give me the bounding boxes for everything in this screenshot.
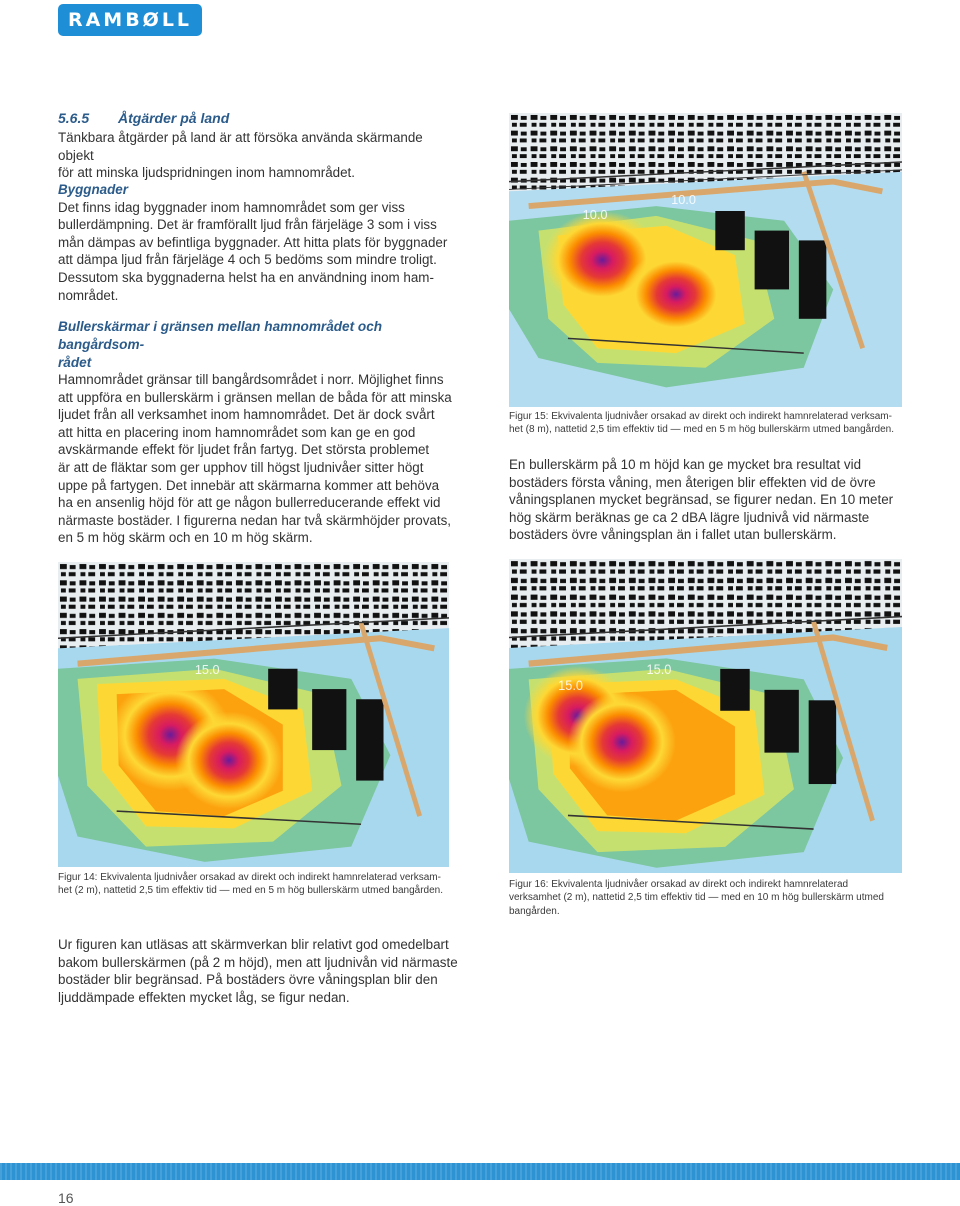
- text-line: bostäder blir begränsad. På bostäders övre våningsplan blir den: [58, 972, 438, 988]
- figure-16-caption: [509, 878, 909, 918]
- text-line: Dessutom ska byggnaderna helst ha en användning inom ham-: [58, 269, 434, 285]
- footer-bar: [0, 1163, 960, 1180]
- text-line: att hitta en placering inom hamnområdet som kan ge en god: [58, 424, 416, 440]
- contour-label: 10.0: [671, 192, 696, 208]
- section-title: [58, 110, 458, 126]
- ramboll-logo: RAMBØLL: [58, 4, 202, 36]
- section-number: 5.6.5: [58, 110, 90, 126]
- text-line: ha en ansenlig höjd för att ge någon bullerreducerande effekt vid: [58, 495, 441, 511]
- text-line: bostäders övre våningsplan än i fallet utan bullerskärm.: [509, 527, 837, 543]
- text-line: nområdet.: [58, 287, 119, 303]
- barriers-heading: [58, 318, 450, 372]
- contour-label: 15.0: [558, 677, 583, 693]
- text-line: en 5 m hög skärm och en 10 m hög skärm.: [58, 530, 313, 546]
- noise-map-graphic: [58, 562, 449, 867]
- text-line: att uppföra en bullerskärm i gränsen mellan de båda för att minska: [58, 389, 452, 405]
- text-line: är att de fläktar som ger upphov till högst ljudnivåer sitter högt: [58, 459, 424, 475]
- text-line: att dämpa ljud från färjeläge 4 och 5 bedöms som mindre troligt.: [58, 252, 437, 268]
- intro-paragraph: [58, 129, 458, 182]
- text-line: uppe på fartygen. Det innebär att skärmarna kommer att behöva: [58, 477, 440, 493]
- right-paragraph: [509, 456, 909, 544]
- text-line: En bullerskärm på 10 m höjd kan ge mycket bra resultat vid: [509, 457, 862, 472]
- contour-label: 15.0: [194, 661, 220, 677]
- text-line: Ur figuren kan utläsas att skärmverkan blir relativt god omedelbart: [58, 937, 449, 952]
- conclusion-paragraph: [58, 936, 468, 1006]
- text-line: mån dämpas av befintliga byggnader. Att hitta plats för byggnader: [58, 234, 448, 250]
- text-line: våningsplanen mycket begränsad, se figurer nedan. En 10 meter: [509, 492, 894, 508]
- text-line: ljudet från all verksamhet inom hamnområdet. Det är dock svårt: [58, 407, 435, 423]
- text-line: Tänkbara åtgärder på land är att försöka använda skärmande objekt: [58, 130, 423, 163]
- barriers-paragraph: [58, 371, 458, 547]
- text-line: närmaste bostäder. I figurerna nedan har två skärmhöjder provats,: [58, 512, 452, 528]
- figure-15-noise-map: [509, 113, 902, 407]
- figure-16-noise-map: [509, 559, 902, 873]
- heading-line: Bullerskärmar i gränsen mellan hamnområdet och bangårdsom-: [58, 319, 383, 352]
- text-line: bullerdämpning. Det är framförallt ljud från färjeläge 3 som i viss: [58, 217, 437, 233]
- caption-line: Figur 16: Ekvivalenta ljudnivåer orsakad av direkt och indirekt hamnrelaterad: [509, 879, 849, 890]
- noise-map-graphic: [509, 559, 902, 873]
- heading-line: rådet: [58, 355, 92, 370]
- caption-line: het (8 m), nattetid 2,5 tim effektiv tid — med en 5 m hög bullerskärm utmed bangården.: [509, 424, 895, 436]
- figure-15-caption: [509, 410, 909, 437]
- caption-line: verksamhet (2 m), nattetid 2,5 tim effektiv tid — med en 10 m hög bullerskärm utmed: [509, 892, 884, 904]
- section-title-text: Åtgärder på land: [118, 110, 230, 126]
- buildings-paragraph: [58, 181, 458, 304]
- text-line: hög skärm beräknas ge ca 2 dBA lägre ljudnivå vid närmaste: [509, 509, 870, 525]
- text-line: Hamnområdet gränsar till bangårdsområdet i norr. Möjlighet finns: [58, 372, 444, 387]
- caption-line: Figur 14: Ekvivalenta ljudnivåer orsakad av direkt och indirekt hamnrelaterad verksam-: [58, 872, 441, 883]
- caption-line: Figur 15: Ekvivalenta ljudnivåer orsakad av direkt och indirekt hamnrelaterad verksam-: [509, 411, 892, 422]
- figure-14-caption: [58, 871, 458, 898]
- page-number: 16: [58, 1190, 74, 1206]
- contour-label: 10.0: [582, 206, 608, 222]
- figure-14-noise-map: [58, 562, 449, 867]
- buildings-heading: Byggnader: [58, 182, 128, 197]
- caption-line: het (2 m), nattetid 2,5 tim effektiv tid — med en 5 m hög bullerskärm utmed bangården.: [58, 885, 444, 897]
- text-line: ljuddämpade effekten mycket låg, se figur nedan.: [58, 989, 350, 1005]
- noise-map-graphic: [509, 113, 902, 407]
- contour-label: 15.0: [646, 661, 672, 678]
- text-line: bostäders första våning, men återigen blir effekten vid de övre: [509, 474, 876, 490]
- text-line: bakom bullerskärmen (på 2 m höjd), men att ljudnivån vid närmaste: [58, 954, 458, 970]
- caption-line: bangården.: [509, 905, 560, 917]
- text-line: Det finns idag byggnader inom hamnområdet som ger viss: [58, 199, 405, 215]
- text-line: för att minska ljudspridningen inom hamnområdet.: [58, 165, 355, 181]
- text-line: avskärmande effekt för ljudet från fartyg. Det största problemet: [58, 442, 430, 458]
